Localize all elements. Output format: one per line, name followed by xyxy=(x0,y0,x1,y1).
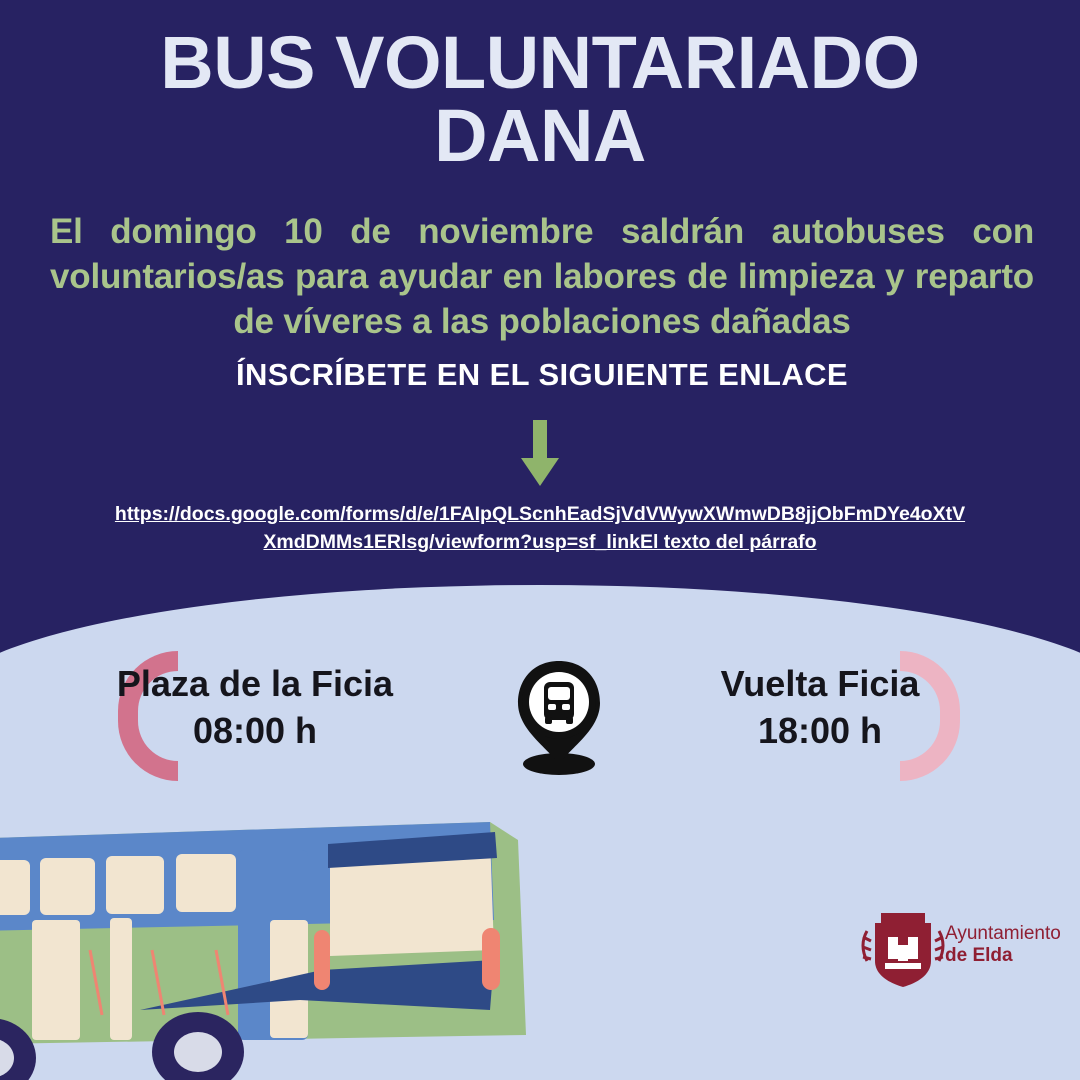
arrow-container xyxy=(0,420,1080,486)
stop-departure xyxy=(95,662,415,757)
down-arrow-icon xyxy=(517,420,563,486)
subtitle-text: El domingo 10 de noviembre saldrán autobuses con voluntarios/as para ayudar en labores de limpieza y reparto de víveres a las poblaciones dañadas xyxy=(50,212,1034,341)
stop-return-place: Vuelta Ficia xyxy=(720,663,920,704)
stop-return-time: 18:00 h xyxy=(757,710,883,752)
stop-departure-place: Plaza de la Ficia xyxy=(116,663,394,704)
signup-link[interactable]: https://docs.google.com/forms/d/e/1FAIpQLScnhEadSjVdVWywXWmwDB8jjObFmDYe4oXtVXmdDMMs1ERlsg/viewform?usp=sf_linkEl texto del párrafo xyxy=(114,503,966,554)
stops-section xyxy=(0,585,1080,1080)
logo-text xyxy=(945,923,1061,967)
stop-departure-time: 08:00 h xyxy=(192,710,318,752)
page-title: BUS VOLUNTARIADO DANA xyxy=(160,21,920,178)
bus-illustration xyxy=(0,800,570,1080)
bus-location-pin-icon xyxy=(500,647,618,777)
stop-return xyxy=(660,662,980,757)
logo-line-2: de Elda xyxy=(945,944,1013,966)
cta-text: ÍNSCRÍBETE EN EL SIGUIENTE ENLACE xyxy=(235,357,849,392)
logo-line-1: Ayuntamiento xyxy=(945,923,1061,944)
